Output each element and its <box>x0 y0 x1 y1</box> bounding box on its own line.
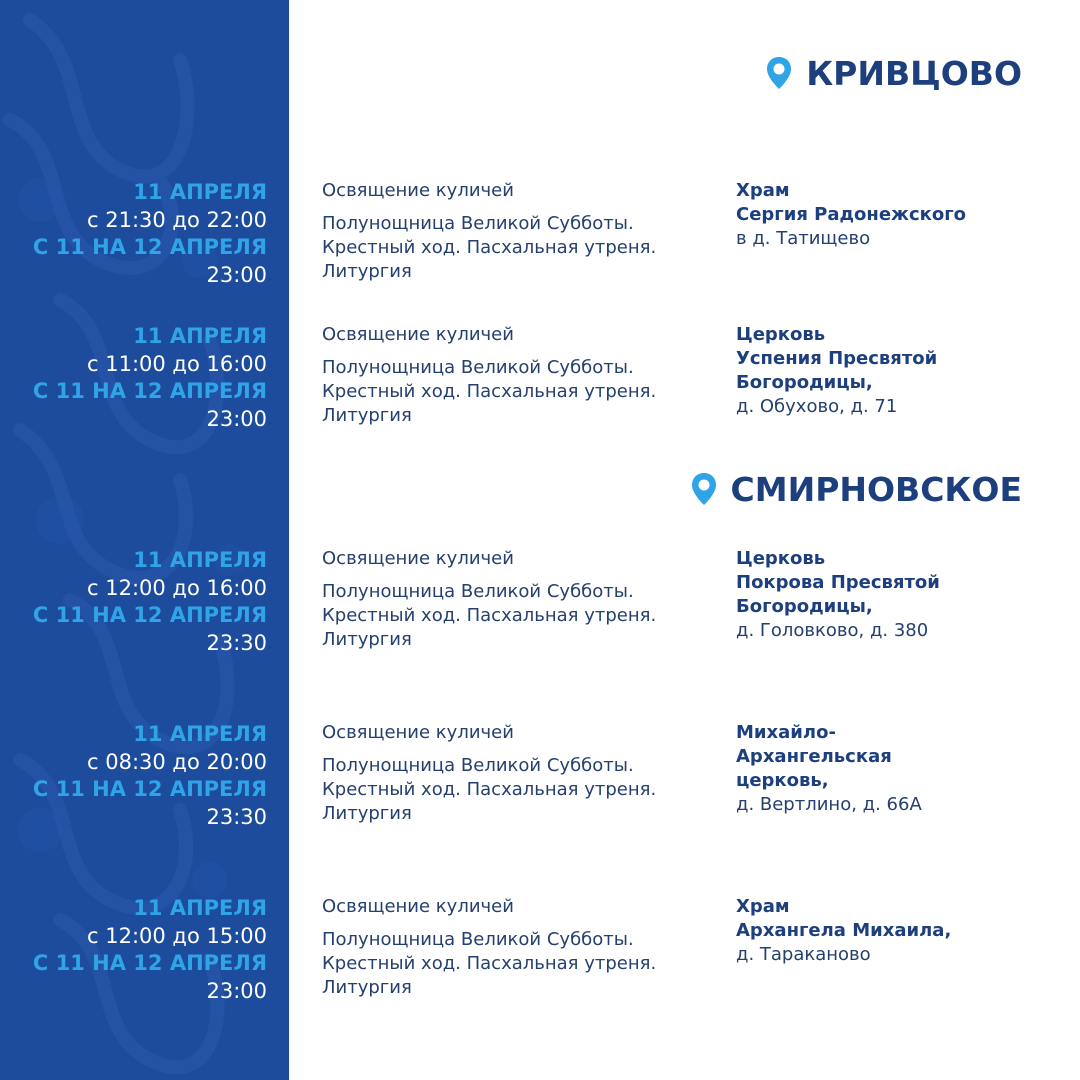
date-label: С 11 НА 12 АПРЕЛЯ <box>32 603 267 627</box>
time-value: 23:00 <box>206 262 267 287</box>
date-label: 11 АПРЕЛЯ <box>133 896 267 920</box>
time-range: с 11:00 до 16:00 <box>87 351 267 376</box>
time-value: 23:30 <box>206 804 267 829</box>
date-label: 11 АПРЕЛЯ <box>133 324 267 348</box>
map-pin-icon <box>691 472 717 506</box>
church-name: Храм Сергия Радонежского <box>736 180 966 225</box>
service-blessing: Освящение куличей <box>322 896 514 917</box>
service-blessing: Освящение куличей <box>322 180 514 201</box>
church-name: Церковь Покрова Пресвятой Богородицы, <box>736 548 940 617</box>
location-heading-krivtsovo <box>766 53 1022 93</box>
schedule-times <box>0 179 267 289</box>
location-title: СМИРНОВСКОЕ <box>730 469 1022 509</box>
service-line: Литургия <box>322 977 412 998</box>
map-pin-icon <box>766 56 792 90</box>
church-info <box>736 547 1066 643</box>
service-line: Крестный ход. Пасхальная утреня. <box>322 381 657 402</box>
service-blessing: Освящение куличей <box>322 722 514 743</box>
service-line: Полунощница Великой Субботы. <box>322 213 634 234</box>
schedule-times <box>0 721 267 831</box>
service-line: Полунощница Великой Субботы. <box>322 581 634 602</box>
church-info <box>736 895 1066 967</box>
service-line: Крестный ход. Пасхальная утреня. <box>322 237 657 258</box>
service-line: Полунощница Великой Субботы. <box>322 755 634 776</box>
schedule-times <box>0 895 267 1005</box>
location-title: КРИВЦОВО <box>806 53 1022 93</box>
time-value: 23:30 <box>206 630 267 655</box>
time-value: 23:00 <box>206 406 267 431</box>
time-range: с 12:00 до 16:00 <box>87 575 267 600</box>
schedule-entry <box>0 547 1080 667</box>
services-list <box>322 721 712 826</box>
church-info <box>736 721 1066 817</box>
schedule-entry <box>0 179 1080 299</box>
service-line: Крестный ход. Пасхальная утреня. <box>322 605 657 626</box>
date-label: 11 АПРЕЛЯ <box>133 722 267 746</box>
time-range: с 21:30 до 22:00 <box>87 207 267 232</box>
service-line: Полунощница Великой Субботы. <box>322 357 634 378</box>
date-label: 11 АПРЕЛЯ <box>133 548 267 572</box>
service-line: Полунощница Великой Субботы. <box>322 929 634 950</box>
services-list <box>322 323 712 428</box>
service-line: Литургия <box>322 261 412 282</box>
church-address: д. Вертлино, д. 66А <box>736 794 922 815</box>
church-name: Михайло- Архангельская церковь, <box>736 722 892 791</box>
services-list <box>322 179 712 284</box>
church-info <box>736 323 1066 419</box>
schedule-entry <box>0 895 1080 1015</box>
church-address: д. Обухово, д. 71 <box>736 396 898 417</box>
services-list <box>322 895 712 1000</box>
schedule-entry <box>0 323 1080 443</box>
service-line: Литургия <box>322 629 412 650</box>
schedule-times <box>0 547 267 657</box>
church-name: Храм Архангела Михаила, <box>736 896 952 941</box>
service-blessing: Освящение куличей <box>322 324 514 345</box>
church-address: д. Головково, д. 380 <box>736 620 929 641</box>
schedule-entry <box>0 721 1080 841</box>
church-name: Церковь Успения Пресвятой Богородицы, <box>736 324 938 393</box>
service-line: Крестный ход. Пасхальная утреня. <box>322 953 657 974</box>
time-value: 23:00 <box>206 978 267 1003</box>
service-line: Литургия <box>322 405 412 426</box>
time-range: с 08:30 до 20:00 <box>87 749 267 774</box>
service-line: Крестный ход. Пасхальная утреня. <box>322 779 657 800</box>
time-range: с 12:00 до 15:00 <box>87 923 267 948</box>
church-address: в д. Татищево <box>736 228 871 249</box>
schedule-times <box>0 323 267 433</box>
date-label: С 11 НА 12 АПРЕЛЯ <box>32 235 267 259</box>
date-label: 11 АПРЕЛЯ <box>133 180 267 204</box>
date-label: С 11 НА 12 АПРЕЛЯ <box>32 777 267 801</box>
service-blessing: Освящение куличей <box>322 548 514 569</box>
services-list <box>322 547 712 652</box>
date-label: С 11 НА 12 АПРЕЛЯ <box>32 379 267 403</box>
church-info <box>736 179 1066 251</box>
date-label: С 11 НА 12 АПРЕЛЯ <box>32 951 267 975</box>
church-address: д. Тараканово <box>736 944 871 965</box>
location-heading-smirnovskoe <box>691 469 1022 509</box>
service-line: Литургия <box>322 803 412 824</box>
